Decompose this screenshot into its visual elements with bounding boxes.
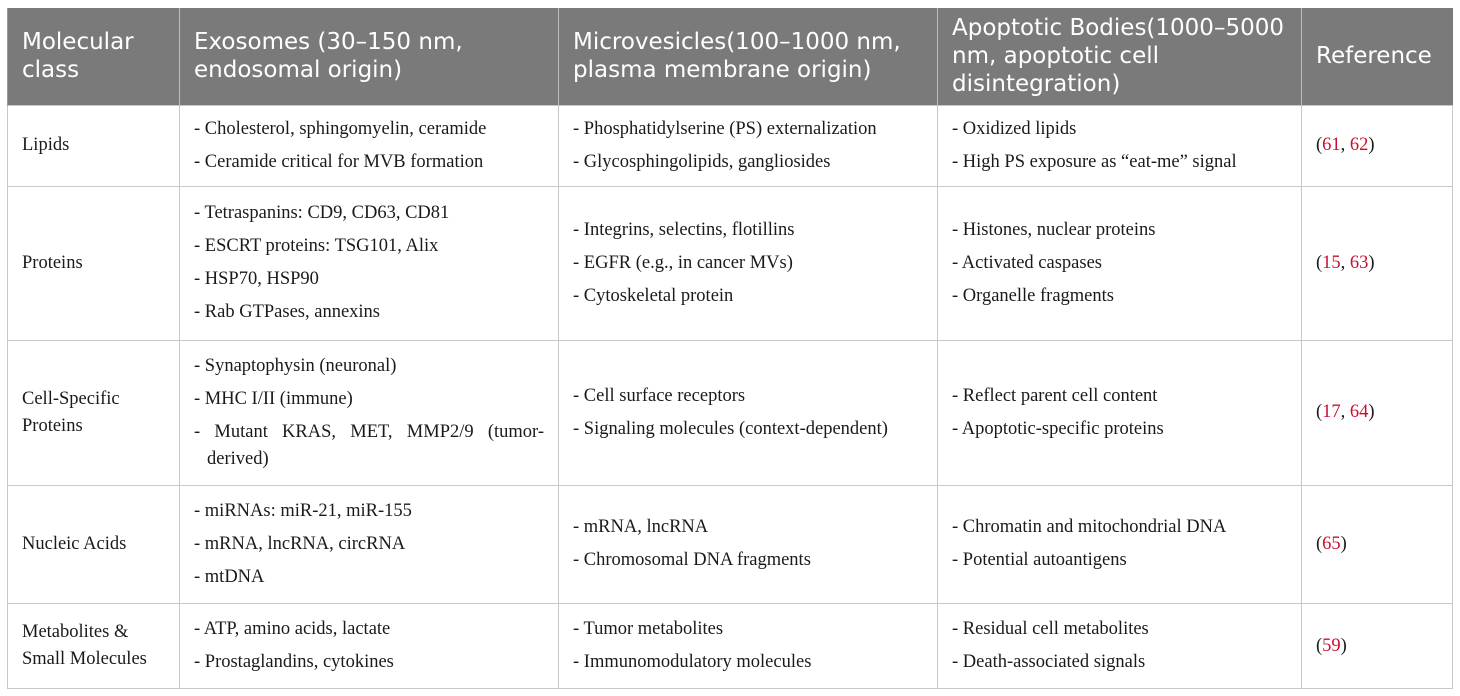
- reference-cell: (65): [1302, 485, 1453, 604]
- apoptotic-bodies-cell: [938, 187, 1302, 340]
- exosomes-cell: [180, 187, 559, 340]
- list-item: - Synaptophysin (neuronal): [194, 355, 397, 376]
- citation-link[interactable]: 63: [1349, 252, 1369, 273]
- molecular-class-cell: Lipids: [8, 105, 180, 187]
- list-item: - Organelle fragments: [952, 285, 1114, 306]
- list-item: - Cholesterol, sphingomyelin, ceramide: [194, 118, 487, 139]
- molecular-class-cell: Nucleic Acids: [8, 485, 180, 604]
- list-item: - Oxidized lipids: [952, 118, 1077, 139]
- list-item: - Prostaglandins, cytokines: [194, 652, 394, 673]
- list-item: - Histones, nuclear proteins: [952, 219, 1156, 240]
- list-item: - miRNAs: miR-21, miR-155: [194, 500, 412, 521]
- header-apoptotic-bodies: Apoptotic Bodies(1000–5000 nm, apoptotic cell disintegration): [938, 8, 1302, 105]
- header-molecular-class: Molecular class: [8, 8, 180, 105]
- list-item: - ESCRT proteins: TSG101, Alix: [194, 236, 439, 257]
- list-item: - ATP, amino acids, lactate: [194, 619, 391, 640]
- citation-link[interactable]: 61: [1322, 135, 1341, 156]
- citation-link[interactable]: 17: [1322, 402, 1341, 423]
- list-item: - High PS exposure as “eat-me” signal: [952, 151, 1237, 172]
- list-item: - Residual cell metabolites: [952, 619, 1149, 640]
- list-item: - mRNA, lncRNA, circRNA: [194, 533, 406, 554]
- apoptotic-bodies-cell: [938, 604, 1302, 689]
- list-item: - Rab GTPases, annexins: [194, 302, 380, 323]
- list-item: - Tumor metabolites: [573, 619, 724, 640]
- list-item: - Signaling molecules (context-dependent): [573, 418, 888, 439]
- list-item: - Chromosomal DNA fragments: [573, 550, 811, 571]
- header-exosomes: Exosomes (30–150 nm, endosomal origin): [180, 8, 559, 105]
- list-item: - Cell surface receptors: [573, 385, 746, 406]
- list-item: - Integrins, selectins, flotillins: [573, 219, 795, 240]
- header-reference: Reference: [1302, 8, 1453, 105]
- apoptotic-bodies-cell: [938, 105, 1302, 187]
- molecular-class-cell: Cell-Specific Proteins: [8, 340, 180, 485]
- list-item: - MHC I/II (immune): [194, 388, 353, 409]
- list-item: - Glycosphingolipids, gangliosides: [573, 151, 831, 172]
- reference-cell: (61, 62): [1302, 105, 1453, 187]
- exosomes-cell: [180, 340, 559, 485]
- list-item: - Death-associated signals: [952, 652, 1146, 673]
- list-item: - mtDNA: [194, 566, 265, 587]
- table-row-lipids: [8, 105, 1453, 187]
- reference-cell: (15, 63): [1302, 187, 1453, 340]
- exosomes-cell: [180, 485, 559, 604]
- microvesicles-cell: [559, 187, 938, 340]
- microvesicles-cell: [559, 485, 938, 604]
- list-item: - Phosphatidylserine (PS) externalization: [573, 118, 877, 139]
- table-row-nucleic-acids: [8, 485, 1453, 604]
- list-item: - Immunomodulatory molecules: [573, 652, 812, 673]
- list-item: - Ceramide critical for MVB formation: [194, 151, 484, 172]
- molecular-class-cell: Proteins: [8, 187, 180, 340]
- reference-cell: (17, 64): [1302, 340, 1453, 485]
- reference-cell: (59): [1302, 604, 1453, 689]
- microvesicles-cell: [559, 604, 938, 689]
- list-item: - Activated caspases: [952, 252, 1102, 273]
- exosomes-cell: [180, 105, 559, 187]
- citation-link[interactable]: 59: [1322, 635, 1341, 656]
- table-row-cell-specific-proteins: [8, 340, 1453, 485]
- vesicle-cargo-table: [7, 8, 1453, 689]
- citation-link[interactable]: 62: [1349, 135, 1369, 156]
- list-item: - Cytoskeletal protein: [573, 285, 734, 306]
- list-item: - Reflect parent cell content: [952, 385, 1158, 406]
- list-item: - HSP70, HSP90: [194, 269, 319, 290]
- citation-link[interactable]: 15: [1322, 252, 1341, 273]
- list-item: - mRNA, lncRNA: [573, 517, 709, 538]
- apoptotic-bodies-cell: [938, 485, 1302, 604]
- table-row-metabolites: [8, 604, 1453, 689]
- microvesicles-cell: [559, 340, 938, 485]
- list-item: - Potential autoantigens: [952, 550, 1127, 571]
- table-row-proteins: [8, 187, 1453, 340]
- list-item: - Tetraspanins: CD9, CD63, CD81: [194, 203, 450, 224]
- citation-link[interactable]: 64: [1349, 402, 1369, 423]
- list-item: - Mutant KRAS, MET, MMP2/9 (tumor-derived): [194, 421, 544, 469]
- exosomes-cell: [180, 604, 559, 689]
- microvesicles-cell: [559, 105, 938, 187]
- list-item: - EGFR (e.g., in cancer MVs): [573, 252, 793, 273]
- header-microvesicles: Microvesicles(100–1000 nm, plasma membrane origin): [559, 8, 938, 105]
- citation-link[interactable]: 65: [1322, 533, 1341, 554]
- apoptotic-bodies-cell: [938, 340, 1302, 485]
- molecular-class-cell: Metabolites & Small Molecules: [8, 604, 180, 689]
- list-item: - Chromatin and mitochondrial DNA: [952, 517, 1227, 538]
- list-item: - Apoptotic-specific proteins: [952, 418, 1164, 439]
- header-row: [8, 8, 1453, 105]
